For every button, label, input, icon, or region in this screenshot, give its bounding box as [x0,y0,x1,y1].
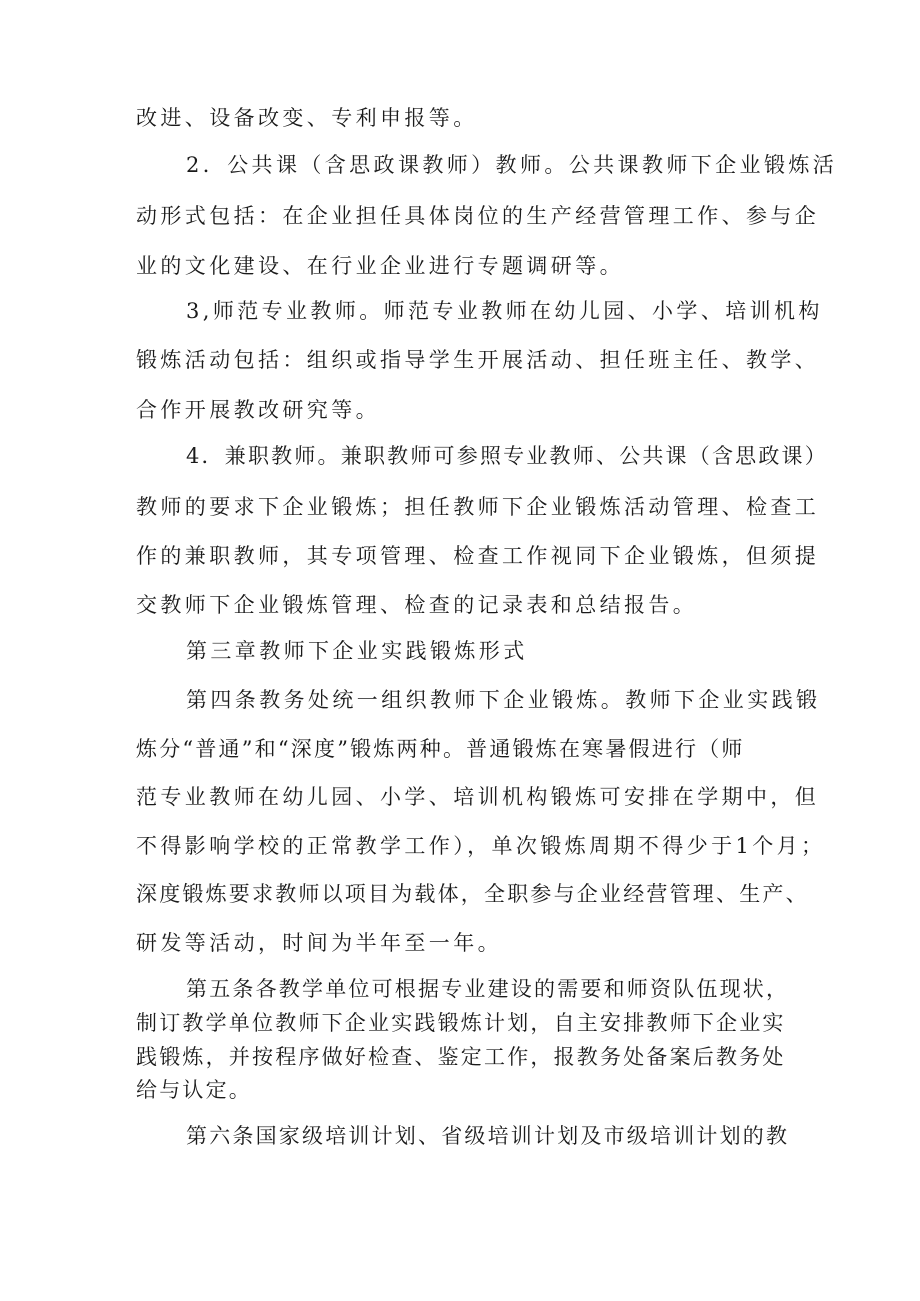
body-text-line: 3,师范专业教师。师范专业教师在幼儿园、小学、培训机构 [186,299,823,323]
body-text-line: 合作开展教改研究等。 [136,398,380,422]
body-text-line: 研发等活动，时间为半年至一年。 [136,931,502,955]
chapter-heading: 第三章教师下企业实践锻炼形式 [186,639,528,663]
body-text-line: 炼分“普通”和“深度”锻炼两种。普通锻炼在寒暑假进行（师 [136,737,745,761]
body-text-line: 第五条各教学单位可根据专业建设的需要和师资队伍现状， [186,977,790,1001]
body-text-line: 不得影响学校的正常教学工作），单次锻炼周期不得少于1个月； [136,834,826,858]
body-text-line: 范专业教师在幼儿园、小学、培训机构锻炼可安排在学期中，但 [136,785,820,809]
body-text-line: 交教师下企业锻炼管理、检查的记录表和总结报告。 [136,593,698,617]
body-text-line: 给与认定。 [136,1078,252,1102]
body-text-line: 动形式包括：在企业担任具体岗位的生产经营管理工作、参与企 [136,204,820,228]
body-text-line: 践锻炼，并按程序做好检查、鉴定工作，报教务处备案后教务处 [136,1045,786,1069]
body-text-line: 作的兼职教师，其专项管理、检查工作视同下企业锻炼，但须提 [136,544,820,568]
body-text-line: 深度锻炼要求教师以项目为载体，全职参与企业经营管理、生产、 [136,882,809,906]
body-text-line: 2．公共课（含思政课教师）教师。公共课教师下企业锻炼活 [186,153,838,177]
body-text-line: 改进、设备改变、专利申报等。 [136,106,478,130]
body-text-line: 锻炼活动包括：组织或指导学生开展活动、担任班主任、教学、 [136,348,820,372]
body-text-line: 教师的要求下企业锻炼；担任教师下企业锻炼活动管理、检查工 [136,495,820,519]
body-text-line: 第六条国家级培训计划、省级培训计划及市级培训计划的教 [186,1124,790,1148]
body-text-line: 业的文化建设、在行业企业进行专题调研等。 [136,254,624,278]
body-text-line: 制订教学单位教师下企业实践锻炼计划，自主安排教师下企业实 [136,1011,786,1035]
body-text-line: 4．兼职教师。兼职教师可参照专业教师、公共课（含思政课） [186,444,828,468]
body-text-line: 第四条教务处统一组织教师下企业锻炼。教师下企业实践锻 [186,688,821,712]
